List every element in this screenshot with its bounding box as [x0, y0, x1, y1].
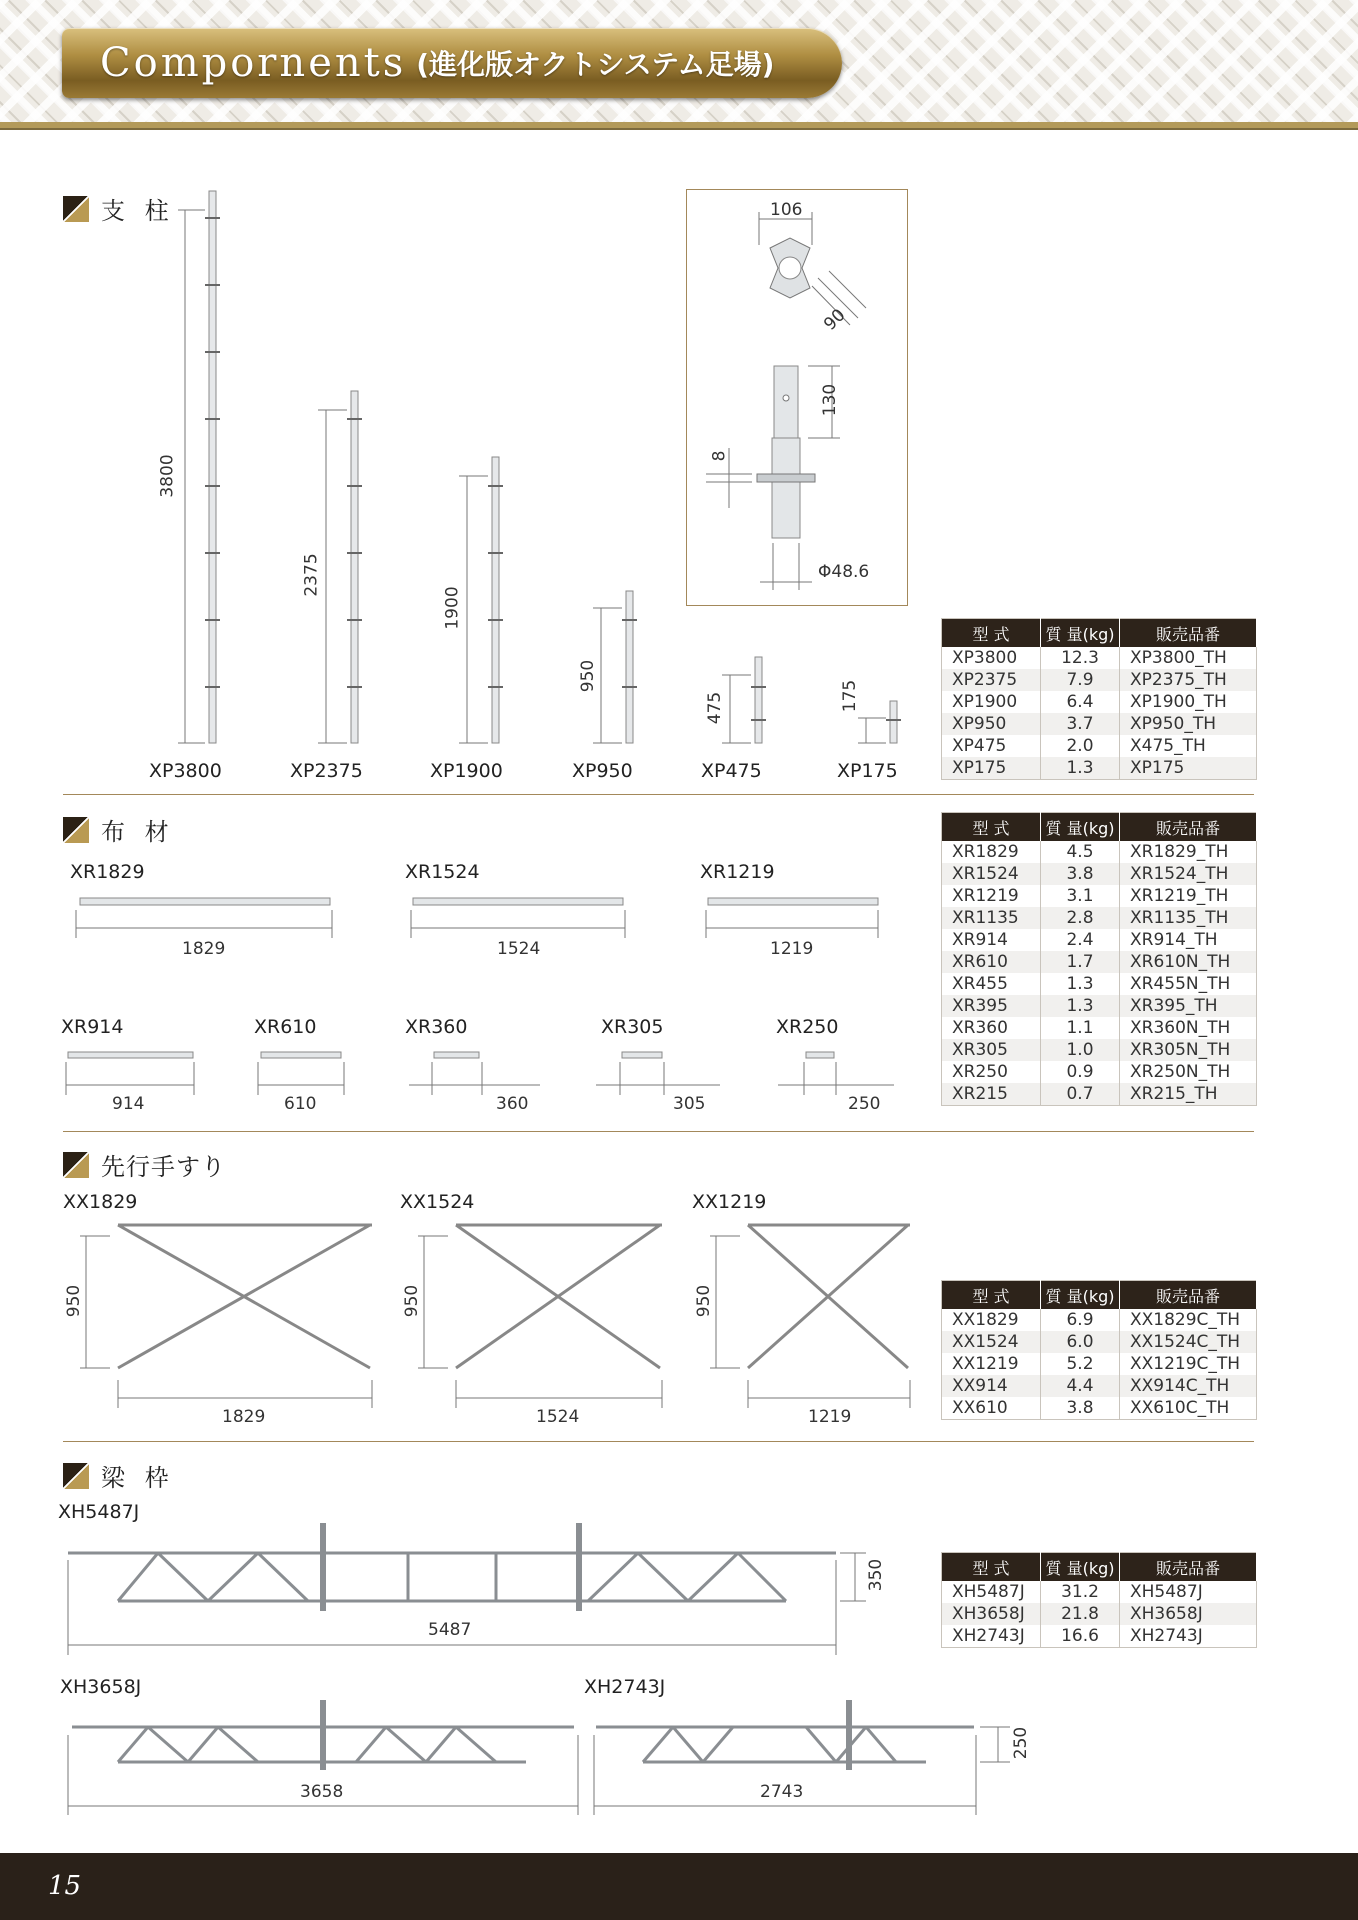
column-header: 型 式: [942, 1281, 1041, 1310]
weight-cell: 7.9: [1041, 669, 1120, 691]
model-cell: XX610: [942, 1397, 1041, 1420]
weight-cell: 1.3: [1041, 995, 1120, 1017]
spec-table-posts: [941, 618, 1257, 780]
dim-length: 1524: [536, 1407, 580, 1427]
product-code-cell: XX1219C_TH: [1120, 1353, 1257, 1375]
section-mark-icon: [63, 1463, 89, 1489]
table-row: [942, 907, 1257, 929]
dim-plate: 8: [709, 450, 730, 462]
dim-length: 1219: [770, 939, 814, 959]
weight-cell: 3.8: [1041, 1397, 1120, 1420]
table-row: [942, 885, 1257, 907]
weight-cell: 5.2: [1041, 1353, 1120, 1375]
product-code-cell: XR1829_TH: [1120, 841, 1257, 863]
model-cell: XP2375: [942, 669, 1041, 691]
dim-length: 1219: [808, 1407, 852, 1427]
model-label: XR250: [776, 1016, 839, 1038]
weight-cell: 3.8: [1041, 863, 1120, 885]
model-cell: XP175: [942, 757, 1041, 780]
weight-cell: 2.0: [1041, 735, 1120, 757]
model-cell: XR250: [942, 1061, 1041, 1083]
section-title-beams: 梁 枠: [63, 1458, 175, 1493]
table-row: [942, 1309, 1257, 1331]
table-row: [942, 1625, 1257, 1648]
weight-cell: 1.3: [1041, 757, 1120, 780]
model-cell: XR1135: [942, 907, 1041, 929]
product-code-cell: XP175: [1120, 757, 1257, 780]
weight-cell: 6.9: [1041, 1309, 1120, 1331]
table-row: [942, 1331, 1257, 1353]
product-code-cell: XH5487J: [1120, 1581, 1257, 1603]
product-code-cell: XR305N_TH: [1120, 1039, 1257, 1061]
product-code-cell: XX1829C_TH: [1120, 1309, 1257, 1331]
model-label: XX1524: [400, 1191, 475, 1213]
model-cell: XR215: [942, 1083, 1041, 1106]
page-number: 15: [48, 1871, 82, 1901]
model-cell: XR914: [942, 929, 1041, 951]
model-cell: XR610: [942, 951, 1041, 973]
product-code-cell: X475_TH: [1120, 735, 1257, 757]
footer-bar: [0, 1853, 1358, 1920]
model-cell: XX1524: [942, 1331, 1041, 1353]
weight-cell: 4.4: [1041, 1375, 1120, 1397]
model-label: XP475: [701, 760, 762, 782]
model-label: XP2375: [290, 760, 363, 782]
product-code-cell: XR360N_TH: [1120, 1017, 1257, 1039]
section-title-guardrails: 先行手すり: [63, 1147, 226, 1182]
product-code-cell: XR914_TH: [1120, 929, 1257, 951]
model-cell: XR360: [942, 1017, 1041, 1039]
weight-cell: 3.1: [1041, 885, 1120, 907]
section-mark-icon: [63, 1152, 89, 1178]
section-title-posts: 支 柱: [63, 191, 175, 226]
product-code-cell: XR1524_TH: [1120, 863, 1257, 885]
dim-length: 1829: [222, 1407, 266, 1427]
page-subtitle: (進化版オクトシステム足場): [416, 48, 775, 81]
section-divider: [63, 794, 1254, 795]
spec-table-beams: [941, 1552, 1257, 1648]
section-mark-icon: [63, 817, 89, 843]
product-code-cell: XP950_TH: [1120, 713, 1257, 735]
product-code-cell: XX1524C_TH: [1120, 1331, 1257, 1353]
table-row: [942, 757, 1257, 780]
column-header: 質 量(kg): [1041, 1553, 1120, 1582]
dim-length: 610: [284, 1094, 317, 1114]
dim-height: 250: [1011, 1726, 1032, 1760]
table-row: [942, 1083, 1257, 1106]
section-mark-icon: [63, 196, 89, 222]
product-code-cell: XR1135_TH: [1120, 907, 1257, 929]
page-title: Compornents: [100, 40, 407, 86]
model-cell: XH5487J: [942, 1581, 1041, 1603]
dim-length: 914: [112, 1094, 145, 1114]
table-row: [942, 929, 1257, 951]
model-label: XR1829: [70, 861, 145, 883]
table-row: [942, 1397, 1257, 1420]
dim-head-diag: 90: [820, 305, 850, 335]
dim-length: 1524: [497, 939, 541, 959]
beam-drawings: [68, 1523, 974, 1770]
table-row: [942, 735, 1257, 757]
model-cell: XP3800: [942, 647, 1041, 669]
product-code-cell: XH2743J: [1120, 1625, 1257, 1648]
model-cell: XR1524: [942, 863, 1041, 885]
weight-cell: 0.7: [1041, 1083, 1120, 1106]
model-label: XX1829: [63, 1191, 138, 1213]
column-header: 販売品番: [1120, 813, 1257, 842]
column-header: 販売品番: [1120, 1553, 1257, 1582]
weight-cell: 1.0: [1041, 1039, 1120, 1061]
model-label: XX1219: [692, 1191, 767, 1213]
weight-cell: 16.6: [1041, 1625, 1120, 1648]
model-cell: XH3658J: [942, 1603, 1041, 1625]
product-code-cell: XR215_TH: [1120, 1083, 1257, 1106]
table-row: [942, 951, 1257, 973]
model-label: XP1900: [430, 760, 503, 782]
guardrail-drawings: [118, 1225, 910, 1368]
dim-length: 250: [848, 1094, 881, 1114]
table-row: [942, 1017, 1257, 1039]
table-row: [942, 863, 1257, 885]
model-label: XR305: [601, 1016, 664, 1038]
weight-cell: 2.4: [1041, 929, 1120, 951]
column-header: 販売品番: [1120, 619, 1257, 648]
product-code-cell: XP2375_TH: [1120, 669, 1257, 691]
spec-table-ledgers: [941, 812, 1257, 1106]
model-label: XR1524: [405, 861, 480, 883]
column-header: 型 式: [942, 1553, 1041, 1582]
ledger-drawings: [66, 898, 894, 1095]
weight-cell: 0.9: [1041, 1061, 1120, 1083]
column-header: 質 量(kg): [1041, 619, 1120, 648]
product-code-cell: XP3800_TH: [1120, 647, 1257, 669]
dim-length: 5487: [428, 1620, 472, 1640]
weight-cell: 12.3: [1041, 647, 1120, 669]
weight-cell: 6.4: [1041, 691, 1120, 713]
model-label: XP175: [837, 760, 898, 782]
product-code-cell: XR610N_TH: [1120, 951, 1257, 973]
column-header: 型 式: [942, 813, 1041, 842]
product-code-cell: XX914C_TH: [1120, 1375, 1257, 1397]
product-code-cell: XR250N_TH: [1120, 1061, 1257, 1083]
product-code-cell: XR455N_TH: [1120, 973, 1257, 995]
model-cell: XR1829: [942, 841, 1041, 863]
column-header: 型 式: [942, 619, 1041, 648]
dim-diameter: Φ48.6: [818, 562, 870, 582]
dim-length: 360: [496, 1094, 529, 1114]
model-cell: XP475: [942, 735, 1041, 757]
model-label: XR360: [405, 1016, 468, 1038]
weight-cell: 1.3: [1041, 973, 1120, 995]
section-divider: [63, 1441, 1254, 1442]
dim-height: 2375: [301, 553, 322, 597]
table-row: [942, 691, 1257, 713]
table-row: [942, 995, 1257, 1017]
table-row: [942, 1581, 1257, 1603]
dim-height: 1900: [442, 586, 463, 630]
model-label: XR1219: [700, 861, 775, 883]
model-label: XH3658J: [60, 1676, 142, 1698]
dim-length: 2743: [760, 1782, 804, 1802]
model-cell: XR1219: [942, 885, 1041, 907]
model-label: XP950: [572, 760, 633, 782]
dim-height: 950: [578, 659, 599, 693]
table-row: [942, 1353, 1257, 1375]
model-cell: XP950: [942, 713, 1041, 735]
product-code-cell: XP1900_TH: [1120, 691, 1257, 713]
table-row: [942, 1061, 1257, 1083]
spec-table-guardrails: [941, 1280, 1257, 1420]
table-row: [942, 713, 1257, 735]
column-header: 質 量(kg): [1041, 1281, 1120, 1310]
product-code-cell: XH3658J: [1120, 1603, 1257, 1625]
column-header: 販売品番: [1120, 1281, 1257, 1310]
dim-height: 3800: [157, 454, 178, 498]
table-row: [942, 1603, 1257, 1625]
model-cell: XX1219: [942, 1353, 1041, 1375]
weight-cell: 1.1: [1041, 1017, 1120, 1039]
model-cell: XX914: [942, 1375, 1041, 1397]
model-cell: XP1900: [942, 691, 1041, 713]
model-cell: XR305: [942, 1039, 1041, 1061]
table-row: [942, 669, 1257, 691]
table-row: [942, 1375, 1257, 1397]
product-code-cell: XR1219_TH: [1120, 885, 1257, 907]
section-title-ledgers: 布 材: [63, 812, 175, 847]
dim-height: 175: [840, 679, 861, 713]
weight-cell: 4.5: [1041, 841, 1120, 863]
column-header: 質 量(kg): [1041, 813, 1120, 842]
dim-length: 1829: [182, 939, 226, 959]
model-cell: XX1829: [942, 1309, 1041, 1331]
dim-height: 950: [402, 1284, 423, 1318]
weight-cell: 31.2: [1041, 1581, 1120, 1603]
model-label: XP3800: [149, 760, 222, 782]
dim-height: 950: [694, 1284, 715, 1318]
model-label: XH2743J: [584, 1676, 666, 1698]
model-cell: XR395: [942, 995, 1041, 1017]
dim-height: 475: [705, 691, 726, 725]
dim-length: 305: [673, 1094, 706, 1114]
weight-cell: 21.8: [1041, 1603, 1120, 1625]
dim-height: 350: [866, 1558, 887, 1592]
model-label: XH5487J: [58, 1501, 140, 1523]
section-divider: [63, 1131, 1254, 1132]
product-code-cell: XX610C_TH: [1120, 1397, 1257, 1420]
table-row: [942, 973, 1257, 995]
table-row: [942, 1039, 1257, 1061]
table-row: [942, 841, 1257, 863]
weight-cell: 3.7: [1041, 713, 1120, 735]
product-code-cell: XR395_TH: [1120, 995, 1257, 1017]
model-label: XR610: [254, 1016, 317, 1038]
dim-head-width: 106: [770, 200, 803, 220]
post-detail-box: [686, 189, 908, 606]
weight-cell: 6.0: [1041, 1331, 1120, 1353]
dim-height: 950: [64, 1284, 85, 1318]
model-cell: XH2743J: [942, 1625, 1041, 1648]
model-cell: XR455: [942, 973, 1041, 995]
dim-length: 3658: [300, 1782, 344, 1802]
model-label: XR914: [61, 1016, 124, 1038]
dim-pin: 130: [820, 383, 841, 417]
table-row: [942, 647, 1257, 669]
weight-cell: 1.7: [1041, 951, 1120, 973]
weight-cell: 2.8: [1041, 907, 1120, 929]
